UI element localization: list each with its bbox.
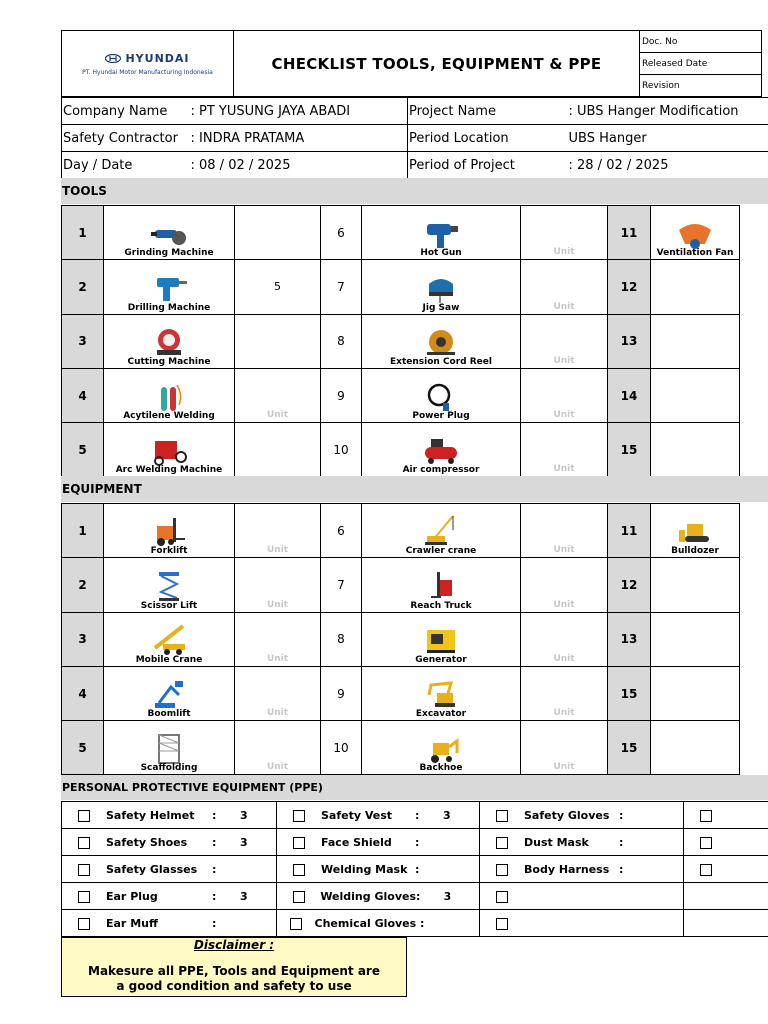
ppe-item — [62, 856, 277, 883]
row-number: 8 — [321, 612, 362, 666]
quantity-cell[interactable] — [521, 314, 608, 368]
project-name-value[interactable]: : UBS Hanger Modification — [568, 98, 768, 125]
item-air-compressor — [362, 423, 521, 477]
ppe-item — [277, 856, 480, 883]
ppe-colon: : — [619, 862, 624, 876]
safety-contractor-value[interactable]: : INDRA PRATAMA — [190, 125, 408, 152]
item-label: Crawler crane — [405, 546, 477, 557]
ppe-colon: : — [212, 889, 217, 903]
ppe-table — [61, 801, 768, 937]
scissor-lift-icon — [149, 568, 189, 602]
table-row — [62, 504, 740, 558]
row-number: 6 — [321, 504, 362, 558]
disclaimer-title: Disclaimer : — [193, 938, 275, 952]
item-power-plug — [362, 368, 521, 422]
ppe-item — [480, 802, 684, 829]
ppe-label: Face Shield — [321, 835, 392, 849]
quantity-cell[interactable] — [521, 721, 608, 775]
released-date-label: Released Date — [640, 53, 762, 75]
row-number: 13 — [608, 314, 651, 368]
row-number: 11 — [608, 206, 651, 260]
ppe-checkbox[interactable] — [496, 864, 508, 876]
header-table — [61, 30, 762, 97]
quantity-cell[interactable] — [235, 721, 321, 775]
ppe-item — [62, 883, 277, 910]
ppe-item — [277, 910, 480, 937]
ppe-colon: : — [416, 889, 421, 903]
item-mobile-crane — [104, 612, 235, 666]
page-title: CHECKLIST TOOLS, EQUIPMENT & PPE — [234, 31, 640, 97]
item-jig-saw — [362, 260, 521, 314]
item-drilling-machine — [104, 260, 235, 314]
unit-label: Unit — [266, 708, 289, 719]
item-ventilation-fan — [651, 206, 740, 260]
ppe-item — [62, 910, 277, 937]
ppe-quantity[interactable]: 3 — [240, 835, 248, 849]
ppe-checkbox[interactable] — [496, 837, 508, 849]
ppe-item — [480, 910, 684, 937]
quantity-cell[interactable] — [235, 666, 321, 720]
period-location-label: Period Location — [408, 125, 568, 152]
quantity-cell[interactable] — [521, 558, 608, 612]
period-location-value[interactable]: UBS Hanger — [568, 125, 768, 152]
item-label: Grinding Machine — [124, 248, 214, 259]
forklift-icon — [149, 514, 189, 548]
hyundai-logo — [62, 52, 233, 65]
ventilation-fan-icon — [675, 216, 715, 250]
safety-contractor-label: Safety Contractor — [62, 125, 190, 152]
ppe-item — [62, 829, 277, 856]
reach-truck-icon — [421, 568, 461, 602]
item-scissor-lift — [104, 558, 235, 612]
disclaimer-line-2: a good condition and safety to use — [116, 979, 352, 993]
item-crawler-crane — [362, 504, 521, 558]
ppe-colon: : — [415, 835, 420, 849]
ppe-label: Safety Shoes — [106, 835, 188, 849]
ppe-label: Ear Muff — [106, 916, 158, 930]
item-label: Scaffolding — [140, 763, 198, 774]
ppe-checkbox[interactable] — [293, 837, 305, 849]
row-number: 13 — [608, 612, 651, 666]
item-empty — [651, 260, 740, 314]
row-number: 10 — [321, 423, 362, 477]
row-number: 9 — [321, 666, 362, 720]
extension-cord-reel-icon — [421, 324, 461, 358]
ppe-colon: : — [619, 808, 624, 822]
table-row — [62, 423, 740, 477]
row-number: 3 — [62, 314, 104, 368]
row-number: 5 — [62, 423, 104, 477]
project-name-label: Project Name — [408, 98, 568, 125]
acytilene-welding-icon — [149, 379, 189, 413]
hot-gun-icon — [421, 216, 461, 250]
ppe-row — [62, 802, 768, 829]
ppe-label: Safety Vest — [321, 808, 393, 822]
unit-label: Unit — [553, 708, 575, 719]
item-hot-gun — [362, 206, 521, 260]
item-label: Ventilation Fan — [656, 248, 734, 259]
unit-label: Unit — [266, 410, 289, 421]
quantity-cell[interactable] — [521, 423, 608, 477]
table-row — [62, 314, 740, 368]
row-number: 12 — [608, 260, 651, 314]
ppe-item — [480, 883, 684, 910]
ppe-item — [277, 883, 480, 910]
ppe-extra — [684, 829, 768, 856]
item-label: Generator — [415, 654, 467, 665]
ppe-extra — [684, 910, 768, 937]
quantity-cell[interactable] — [521, 504, 608, 558]
ppe-label: Safety Helmet — [106, 808, 195, 822]
ppe-extra — [684, 802, 768, 829]
quantity-cell[interactable] — [235, 558, 321, 612]
item-label: Acytilene Welding — [123, 411, 215, 422]
jig-saw-icon — [421, 270, 461, 304]
item-label: Boomlift — [147, 709, 191, 720]
table-row — [62, 558, 740, 612]
item-empty — [651, 423, 740, 477]
ppe-colon: : — [212, 916, 217, 930]
row-number: 14 — [608, 368, 651, 422]
ppe-checkbox[interactable] — [293, 864, 305, 876]
row-number: 15 — [608, 666, 651, 720]
revision-label: Revision — [640, 75, 762, 97]
quantity-cell[interactable] — [521, 666, 608, 720]
item-empty — [651, 721, 740, 775]
item-arc-welding-machine — [104, 423, 235, 477]
equipment-table — [61, 503, 740, 775]
unit-label: Unit — [553, 599, 575, 610]
item-label: Bulldozer — [671, 546, 719, 557]
quantity-cell[interactable] — [235, 260, 321, 314]
arc-welding-machine-icon — [149, 433, 189, 467]
company-name-value[interactable]: : PT YUSUNG JAYA ABADI — [190, 98, 408, 125]
unit-label: Unit — [553, 762, 575, 773]
item-empty — [651, 612, 740, 666]
row-number: 6 — [321, 206, 362, 260]
ppe-checkbox[interactable] — [78, 864, 90, 876]
row-number: 2 — [62, 558, 104, 612]
air-compressor-icon — [421, 433, 461, 467]
ppe-label: Body Harness — [524, 862, 610, 876]
day-date-value[interactable]: : 08 / 02 / 2025 — [190, 152, 408, 179]
ppe-colon: : — [415, 862, 420, 876]
ppe-checkbox[interactable] — [496, 918, 508, 930]
info-table — [61, 97, 768, 179]
row-number: 1 — [62, 206, 104, 260]
table-row — [62, 260, 740, 314]
excavator-icon — [421, 677, 461, 711]
unit-label: Unit — [266, 545, 289, 556]
ppe-row — [62, 856, 768, 883]
backhoe-icon — [421, 731, 461, 765]
ppe-colon: : — [619, 835, 624, 849]
unit-label: Unit — [553, 247, 575, 258]
unit-label: Unit — [553, 410, 575, 421]
unit-label: Unit — [553, 355, 575, 366]
ppe-section-header: PERSONAL PROTECTIVE EQUIPMENT (PPE) — [61, 775, 768, 800]
item-forklift — [104, 504, 235, 558]
quantity-cell[interactable] — [521, 260, 608, 314]
item-cutting-machine — [104, 314, 235, 368]
ppe-checkbox[interactable] — [700, 810, 712, 822]
quantity-cell[interactable] — [235, 612, 321, 666]
item-extension-cord-reel — [362, 314, 521, 368]
quantity-cell[interactable] — [235, 423, 321, 477]
item-label: Reach Truck — [410, 600, 472, 611]
ppe-extra — [684, 856, 768, 883]
row-number: 8 — [321, 314, 362, 368]
ppe-colon: : — [415, 808, 420, 822]
unit-label: Unit — [266, 653, 289, 664]
item-empty — [651, 558, 740, 612]
tools-section-header: TOOLS — [61, 178, 768, 204]
item-empty — [651, 368, 740, 422]
ppe-label: Chemical Gloves : — [314, 916, 425, 930]
item-label: Backhoe — [419, 763, 463, 774]
ppe-label: Dust Mask — [524, 835, 589, 849]
item-label: Forklift — [150, 546, 188, 557]
ppe-colon: : — [212, 835, 217, 849]
item-label: Power Plug — [412, 411, 470, 422]
ppe-checkbox[interactable] — [293, 891, 305, 903]
ppe-checkbox[interactable] — [700, 864, 712, 876]
quantity-cell[interactable] — [521, 368, 608, 422]
item-bulldozer — [651, 504, 740, 558]
row-number: 4 — [62, 666, 104, 720]
hyundai-emblem-icon — [105, 54, 121, 63]
unit-label: Unit — [266, 599, 289, 610]
row-number: 7 — [321, 558, 362, 612]
unit-label: Unit — [266, 762, 289, 773]
table-row — [62, 721, 740, 775]
ppe-label: Welding Mask — [321, 862, 408, 876]
item-label: Air compressor — [402, 465, 480, 476]
table-row — [62, 206, 740, 260]
quantity-cell[interactable] — [521, 612, 608, 666]
ppe-checkbox[interactable] — [78, 918, 90, 930]
row-number: 9 — [321, 368, 362, 422]
cutting-machine-icon — [149, 324, 189, 358]
logo-cell — [62, 31, 234, 97]
row-number: 12 — [608, 558, 651, 612]
item-reach-truck — [362, 558, 521, 612]
unit-label: Unit — [553, 545, 575, 556]
quantity-value: 5 — [274, 280, 281, 294]
item-scaffolding — [104, 721, 235, 775]
mobile-crane-icon — [149, 622, 189, 656]
row-number: 5 — [62, 721, 104, 775]
ppe-item — [480, 856, 684, 883]
ppe-row — [62, 910, 768, 937]
ppe-quantity[interactable]: 3 — [240, 889, 248, 903]
row-number: 15 — [608, 423, 651, 477]
quantity-cell[interactable] — [235, 368, 321, 422]
ppe-extra — [684, 883, 768, 910]
crawler-crane-icon — [421, 514, 461, 548]
item-label: Scissor Lift — [140, 600, 198, 611]
ppe-colon: : — [212, 862, 217, 876]
doc-no-label: Doc. No — [640, 31, 762, 53]
item-label: Jig Saw — [422, 302, 460, 313]
row-number: 10 — [321, 721, 362, 775]
ppe-checkbox[interactable] — [78, 810, 90, 822]
logo-text: HYUNDAI — [125, 51, 190, 65]
table-row — [62, 368, 740, 422]
item-label: Mobile Crane — [135, 654, 203, 665]
item-grinding-machine — [104, 206, 235, 260]
item-label: Excavator — [415, 709, 467, 720]
ppe-label: Safety Gloves — [524, 808, 610, 822]
quantity-cell[interactable] — [235, 504, 321, 558]
row-number: 2 — [62, 260, 104, 314]
ppe-checkbox[interactable] — [700, 837, 712, 849]
period-project-value[interactable]: : 28 / 02 / 2025 — [568, 152, 768, 179]
ppe-label: Welding Gloves — [320, 889, 416, 903]
ppe-quantity[interactable]: 3 — [443, 889, 452, 903]
boomlift-icon — [149, 677, 189, 711]
company-subtitle: PT. Hyundai Motor Manufacturing Indonesia — [82, 68, 213, 76]
item-empty — [651, 666, 740, 720]
unit-label: Unit — [553, 301, 575, 312]
scaffolding-icon — [149, 731, 189, 765]
tools-table — [61, 205, 740, 477]
row-number: 4 — [62, 368, 104, 422]
item-label: Hot Gun — [420, 248, 462, 259]
item-empty — [651, 314, 740, 368]
row-number: 1 — [62, 504, 104, 558]
item-label: Cutting Machine — [127, 356, 211, 367]
quantity-cell[interactable] — [235, 314, 321, 368]
company-name-label: Company Name — [62, 98, 190, 125]
item-excavator — [362, 666, 521, 720]
ppe-row — [62, 883, 768, 910]
item-acytilene-welding — [104, 368, 235, 422]
item-label: Arc Welding Machine — [115, 465, 223, 476]
row-number: 11 — [608, 504, 651, 558]
ppe-label: Ear Plug — [106, 889, 158, 903]
item-label: Extension Cord Reel — [390, 356, 492, 367]
day-date-label: Day / Date — [62, 152, 190, 179]
period-project-label: Period of Project — [408, 152, 568, 179]
ppe-checkbox[interactable] — [496, 810, 508, 822]
ppe-row — [62, 829, 768, 856]
ppe-quantity[interactable]: 3 — [240, 808, 248, 822]
quantity-cell[interactable] — [235, 206, 321, 260]
row-number: 7 — [321, 260, 362, 314]
equipment-section-header: EQUIPMENT — [61, 476, 768, 502]
item-generator — [362, 612, 521, 666]
disclaimer-line-1: Makesure all PPE, Tools and Equipment are — [88, 964, 380, 978]
item-label: Drilling Machine — [127, 302, 211, 313]
table-row — [62, 612, 740, 666]
row-number: 15 — [608, 721, 651, 775]
ppe-checkbox[interactable] — [496, 891, 508, 903]
power-plug-icon — [421, 379, 461, 413]
ppe-quantity[interactable]: 3 — [443, 808, 451, 822]
ppe-checkbox[interactable] — [78, 891, 90, 903]
ppe-colon: : — [212, 808, 217, 822]
ppe-checkbox[interactable] — [290, 918, 302, 930]
ppe-item — [480, 829, 684, 856]
ppe-item — [277, 829, 480, 856]
bulldozer-icon — [675, 514, 715, 548]
disclaimer-box — [61, 937, 407, 997]
grinding-machine-icon — [149, 216, 189, 250]
generator-icon — [421, 622, 461, 656]
ppe-item — [62, 802, 277, 829]
quantity-cell[interactable] — [521, 206, 608, 260]
item-backhoe — [362, 721, 521, 775]
ppe-checkbox[interactable] — [78, 837, 90, 849]
unit-label: Unit — [553, 653, 575, 664]
table-row — [62, 666, 740, 720]
row-number: 3 — [62, 612, 104, 666]
ppe-checkbox[interactable] — [293, 810, 305, 822]
unit-label: Unit — [553, 464, 575, 475]
item-boomlift — [104, 666, 235, 720]
drilling-machine-icon — [149, 270, 189, 304]
ppe-item — [277, 802, 480, 829]
ppe-label: Safety Glasses — [106, 862, 198, 876]
